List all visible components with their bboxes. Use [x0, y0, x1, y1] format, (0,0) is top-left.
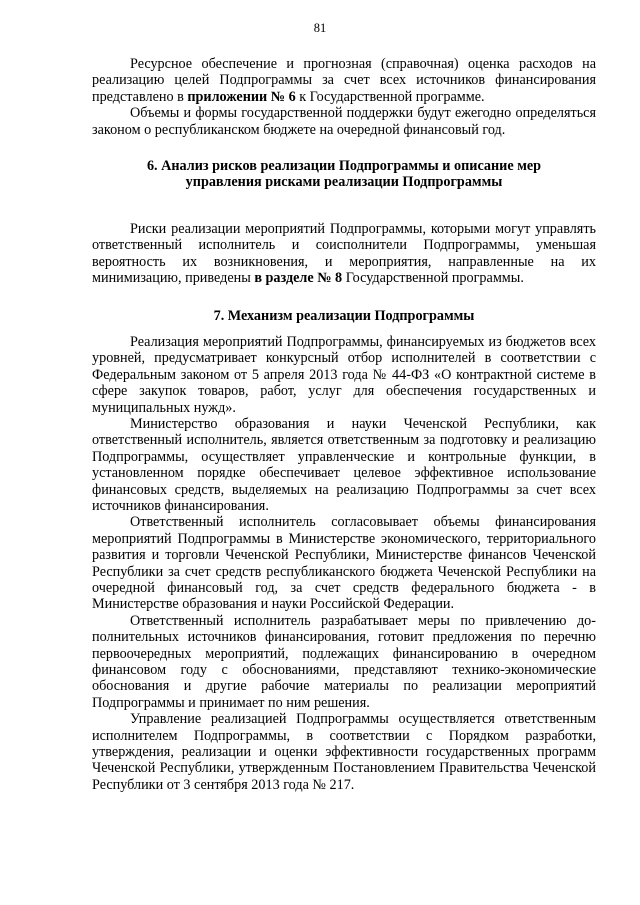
section-7-heading: 7. Механизм реализации Подпрограммы [213, 308, 475, 325]
document-body [92, 56, 596, 793]
section-6-heading-line-2: управления рисками реализации Подпрограммы [185, 174, 503, 191]
section-6-heading [92, 158, 596, 191]
appendix-reference: приложении № 6 [187, 88, 296, 105]
paragraph-ministry: Министерство образования и науки Чеченской Республики, как ответственный исполнитель, является ответственным за подготовку и реализацию Подпрограммы, осуществляет управленческие и контрольные функции, в установленном порядке обеспечивает целевое эффективное использование финансовых средств, выделяемых на реализацию Подпрограммы за счет всех источников финансирования. [92, 415, 596, 514]
section-6-heading-line-1: 6. Анализ рисков реализации Подпрограммы и описание мер [146, 158, 542, 175]
paragraph-text: Риски реализации мероприятий Подпрограммы, которыми могут управлять ответственный исполнитель и соисполнители Подпрограммы, уменьшая вероятность их возникновения, и мероприятия, направленные на их минимизацию, приведены [92, 220, 596, 287]
paragraph-management: Управление реализацией Подпрограммы осуществляется ответственным исполнителем Подпрограммы, в соответствии с Порядком разработки, утверждения, реализации и оценки эффективности государственных программ Чеченской Республики, утвержденным Постановлением Правительства Чеченской Республики от 3 сентября 2013 года № 217. [92, 711, 596, 793]
section-reference: в разделе № 8 [254, 270, 343, 287]
paragraph-implementation: Реализация мероприятий Подпрограммы, финансируемых из бюджетов всех уровней, предусматривает конкурсный отбор исполнителей в соответствии с Федеральным законом от 5 апреля 2013 года № 44-ФЗ «О контрактной системе в сфере закупок товаров, работ, услуг для обеспечения государственных и муниципальных нужд». [92, 333, 596, 416]
paragraph-text: Государственной программы. [342, 270, 524, 287]
paragraph-support-volumes: Объемы и формы государственной поддержки будут ежегодно определяться законом о республиканском бюджете на очередной финансовый год. [92, 105, 596, 138]
paragraph-risks [92, 221, 596, 287]
paragraph-text: к Государственной программе. [295, 88, 485, 105]
paragraph-additional-sources: Ответственный исполнитель разрабатывает меры по привлечению дополнительных источников финансирования, готовит предложения по перечню первоочередных мероприятий, подлежащих финансированию в очередном финансовом году с обоснованиями, представляют технико-экономические обоснования и другие рабочие материалы по реализации мероприятий Подпрограммы и принимает по ним решения. [92, 612, 596, 711]
paragraph-resource-provision [92, 56, 596, 105]
paragraph-text: Ресурсное обеспечение и прогнозная (справочная) оценка расходов на реализацию целей Подпрограммы за счет всех источников финансирования представлено в [92, 56, 596, 105]
paragraph-funding-coordination: Ответственный исполнитель согласовывает объемы финансирования мероприятий Подпрограммы в Министерстве экономического, территориального развития и торговли Чеченской Республики, Министерстве финансов Чеченской Республики за счет средств республиканского бюджета Чеченской Республики на очередной финансовый год, за счет средств федерального бюджета - в Министерстве образования и науки Российской Федерации. [92, 514, 596, 613]
page-number: 81 [313, 21, 327, 35]
